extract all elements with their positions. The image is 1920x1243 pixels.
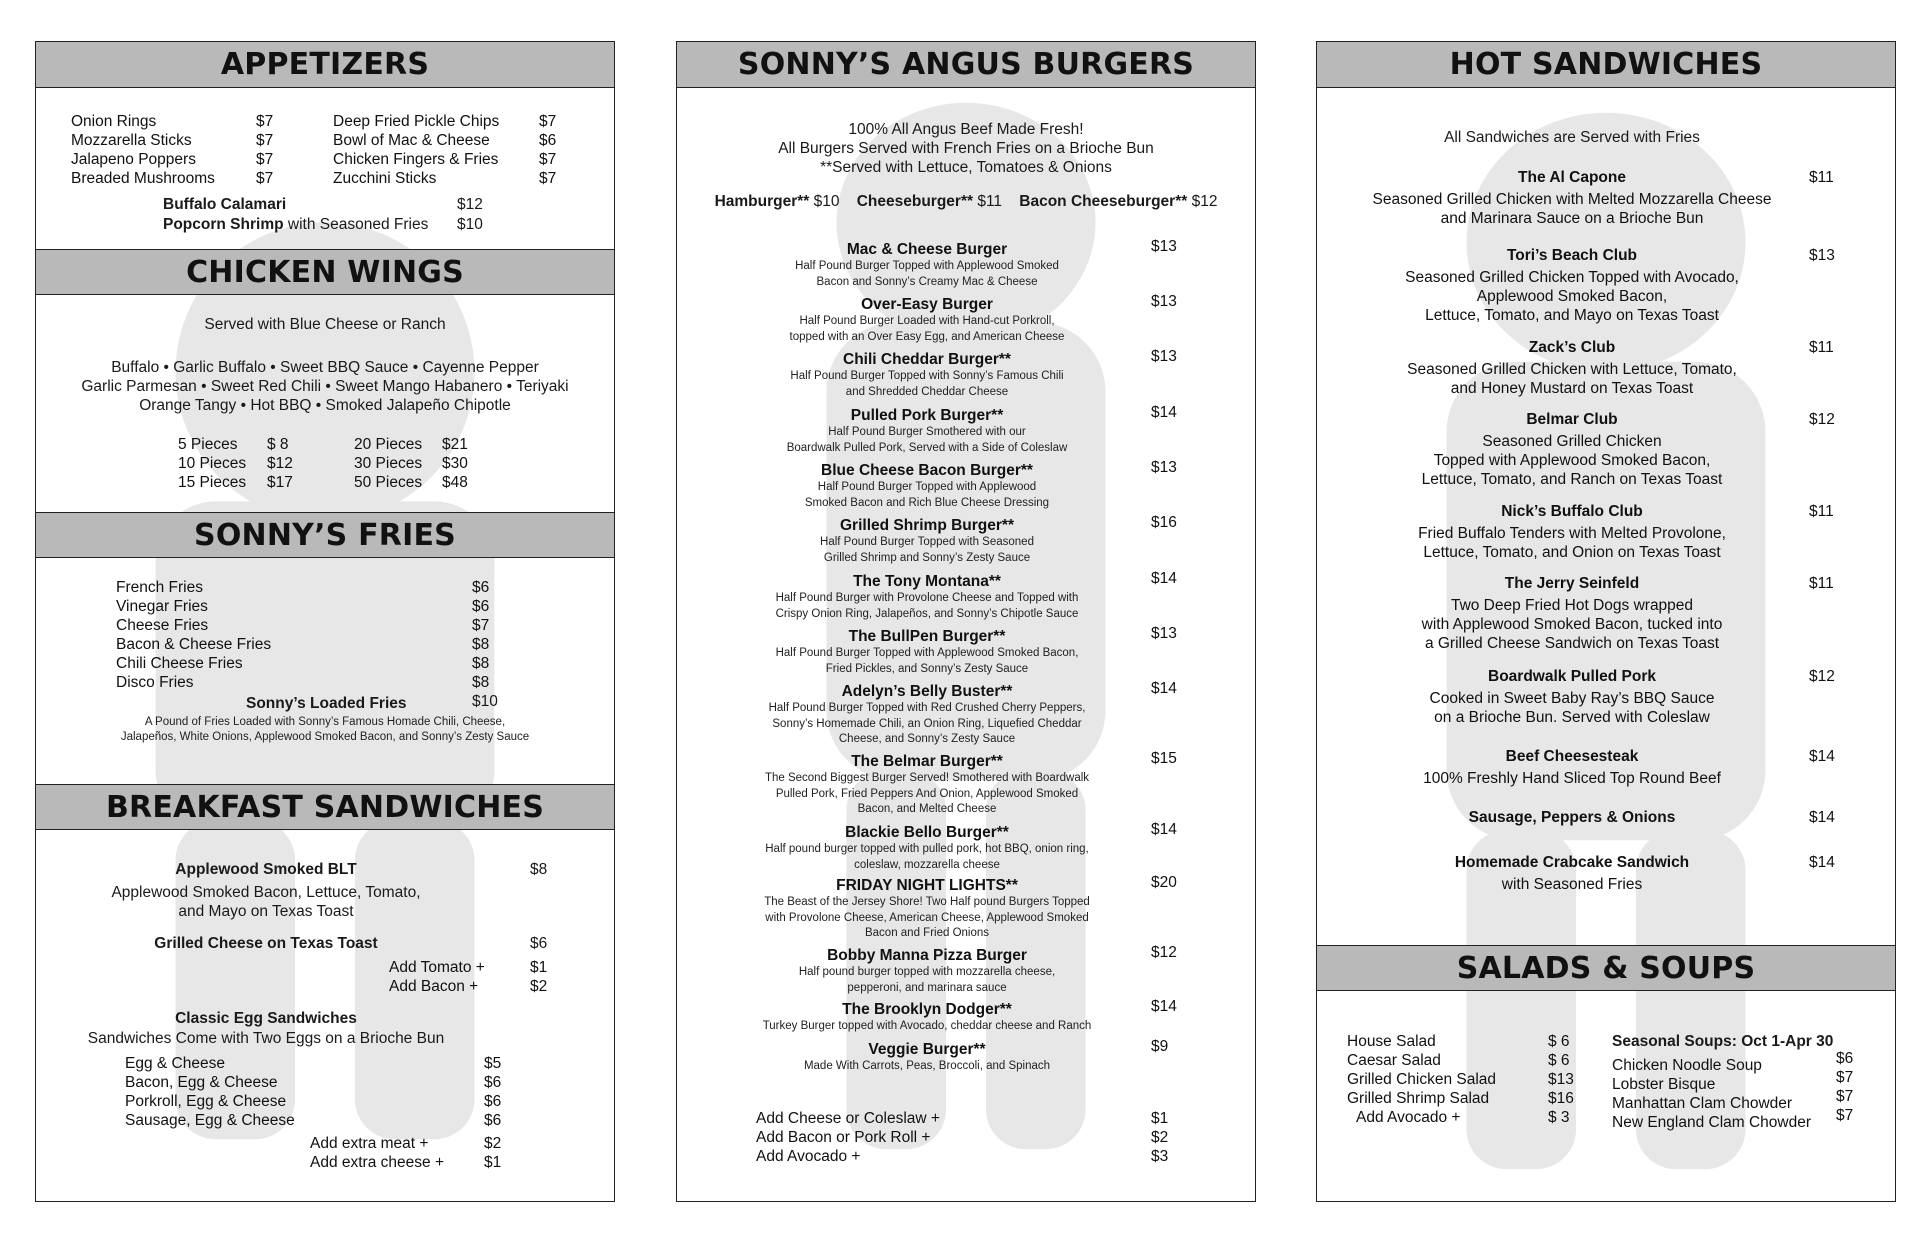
sandwich-name: Nick’s Buffalo Club <box>1501 503 1643 520</box>
menu-item-name: Chicken Fingers & Fries <box>333 151 499 168</box>
sandwich-description: Seasoned Grilled Chicken with Melted Mozzarella Cheese <box>1372 191 1772 208</box>
basic-burger-name: Cheeseburger** <box>856 193 974 210</box>
menu-item-name: Chili Cheese Fries <box>116 655 243 672</box>
sandwich-description: Topped with Applewood Smoked Bacon, <box>1433 452 1711 469</box>
wings-left-prices <box>267 435 293 492</box>
addon-price: $1 <box>530 959 548 976</box>
wings-flavors-line: Garlic Parmesan • Sweet Red Chili • Sweet Mango Habanero • Teriyaki <box>81 378 569 395</box>
menu-item-price: $16 <box>1548 1090 1574 1107</box>
addon-price: $3 <box>1151 1148 1169 1165</box>
wings-right-qty <box>354 435 422 492</box>
menu-item-price: $7 <box>539 113 557 130</box>
burger-price: $9 <box>1151 1038 1169 1055</box>
menu-item-price: $7 <box>1836 1107 1854 1124</box>
addon-price: $1 <box>484 1154 502 1171</box>
menu-item-name: Add Avocado + <box>1356 1109 1461 1126</box>
popcorn-shrimp <box>163 215 428 234</box>
sandwich-description: Cooked in Sweet Baby Ray’s BBQ Sauce <box>1429 690 1715 707</box>
burger-description: Turkey Burger topped with Avocado, cheddar cheese and Ranch <box>762 1020 1092 1032</box>
addon-name: Add Avocado + <box>756 1148 861 1165</box>
sonnys-fries-header: SONNY’S FRIES <box>36 512 614 558</box>
menu-item-price: $13 <box>1548 1071 1574 1088</box>
burger-description: Cheese, and Sonny’s Zesty Sauce <box>838 733 1016 745</box>
menu-item-price: $7 <box>256 113 274 130</box>
blt-price: $8 <box>530 861 548 878</box>
hot-sandwich-item <box>1337 168 1807 228</box>
sandwich-description: Fried Buffalo Tenders with Melted Provolone, <box>1418 525 1726 542</box>
burger-item <box>717 572 1137 622</box>
burger-item <box>717 946 1137 996</box>
burger-description: Half Pound Burger Topped with Applewood Smoked <box>795 260 1059 272</box>
salad-names <box>1347 1032 1496 1127</box>
sandwich-description: Seasoned Grilled Chicken Topped with Avocado, <box>1405 269 1739 286</box>
burger-description: Fried Pickles, and Sonny’s Zesty Sauce <box>825 662 1029 675</box>
sandwich-price: $14 <box>1809 748 1835 765</box>
hot-sandwiches-header: HOT SANDWICHES <box>1317 42 1895 88</box>
burger-price: $13 <box>1151 348 1177 365</box>
sandwich-description: Applewood Smoked Bacon, <box>1476 288 1668 305</box>
popcorn-shrimp-name: Popcorn Shrimp <box>163 216 284 233</box>
menu-item-price: $6 <box>472 579 490 596</box>
burger-description: with Provolone Cheese, American Cheese, Applewood Smoked <box>765 911 1089 924</box>
burger-name: Bobby Manna Pizza Burger <box>827 947 1027 964</box>
blt-name: Applewood Smoked BLT <box>175 861 357 878</box>
burger-price: $14 <box>1151 821 1177 838</box>
fries-names <box>116 578 271 692</box>
menu-item-name: Sausage, Egg & Cheese <box>125 1112 295 1129</box>
hot-sandwich-item <box>1337 747 1807 788</box>
menu-item-price: $6 <box>1836 1050 1854 1067</box>
burger-description: Sonny’s Homemade Chili, an Onion Ring, Liquefied Cheddar <box>772 717 1082 730</box>
burger-item <box>717 627 1137 677</box>
menu-item-price: $8 <box>472 636 490 653</box>
burger-addon-names <box>756 1109 940 1166</box>
egg-sandwiches-name: Classic Egg Sandwiches <box>175 1010 357 1027</box>
burger-description: pepperoni, and marinara sauce <box>847 981 1007 994</box>
burger-description: Crispy Onion Ring, Jalapeños, and Sonny’s Chipotle Sauce <box>775 607 1079 620</box>
appetizers-header: APPETIZERS <box>36 42 614 88</box>
egg-item-names <box>125 1054 295 1130</box>
menu-item-price: $6 <box>472 598 490 615</box>
burger-name: The Brooklyn Dodger** <box>842 1001 1012 1018</box>
sandwich-price: $11 <box>1809 169 1834 186</box>
burger-description: Made With Carrots, Peas, Broccoli, and Spinach <box>803 1060 1051 1072</box>
burger-description: Half Pound Burger with Provolone Cheese and Topped with <box>775 592 1079 604</box>
burger-price: $14 <box>1151 680 1177 697</box>
wing-qty: 20 Pieces <box>354 436 423 453</box>
burger-item <box>717 350 1137 400</box>
burger-name: Chili Cheddar Burger** <box>843 351 1011 368</box>
burger-item <box>717 406 1137 456</box>
addon-price: $1 <box>1151 1110 1169 1127</box>
loaded-fries-price: $10 <box>472 693 498 710</box>
soup-names <box>1612 1056 1811 1132</box>
burger-name: The Tony Montana** <box>853 573 1001 590</box>
menu-item-price: $7 <box>256 132 274 149</box>
salad-prices <box>1548 1032 1574 1127</box>
menu-item-name: Breaded Mushrooms <box>71 170 215 187</box>
salads-soups-header: SALADS & SOUPS <box>1317 945 1895 991</box>
burger-price: $16 <box>1151 514 1177 531</box>
menu-item-name: Cheese Fries <box>116 617 209 634</box>
sonnys-fries-section <box>36 512 614 784</box>
calamari-price: $12 <box>457 196 483 213</box>
sandwich-description: and Marinara Sauce on a Brioche Bun <box>1440 210 1704 227</box>
burger-description: Bacon and Sonny’s Creamy Mac & Cheese <box>816 275 1038 288</box>
hot-sandwich-item <box>1337 853 1807 894</box>
addon-name: Add extra cheese + <box>310 1154 444 1171</box>
burger-price: $12 <box>1151 944 1177 961</box>
burger-price: $13 <box>1151 459 1177 476</box>
burger-description: Bacon and Fried Onions <box>864 927 990 939</box>
sandwich-price: $13 <box>1809 247 1835 264</box>
sandwich-name: Zack’s Club <box>1528 339 1616 356</box>
basic-burger-price: $10 <box>809 193 840 210</box>
sandwich-description: a Grilled Cheese Sandwich on Texas Toast <box>1424 635 1720 652</box>
wing-qty: 10 Pieces <box>178 455 247 472</box>
popcorn-shrimp-suffix: with Seasoned Fries <box>283 216 429 233</box>
burgers-basics <box>677 192 1255 211</box>
addon-name: Add Bacon + <box>389 978 479 995</box>
sandwich-name: Homemade Crabcake Sandwich <box>1454 854 1690 871</box>
soup-prices <box>1836 1049 1853 1125</box>
salads-soups-section <box>1317 945 1895 1202</box>
hot-sandwiches-section <box>1317 42 1895 946</box>
burger-description: Boardwalk Pulled Pork, Served with a Side of Coleslaw <box>786 441 1068 454</box>
basic-burger-price: $11 <box>973 193 1003 210</box>
burger-description: Half Pound Burger Topped with Sonny’s Famous Chili <box>790 370 1064 382</box>
popcorn-shrimp-price: $10 <box>457 216 483 233</box>
sandwich-name: Tori’s Beach Club <box>1506 247 1638 264</box>
burger-name: The BullPen Burger** <box>848 628 1006 645</box>
menu-item-name: Disco Fries <box>116 674 194 691</box>
burger-item <box>717 682 1137 748</box>
hot-sandwich-item <box>1337 246 1807 325</box>
burger-item <box>717 1000 1137 1035</box>
burger-price: $13 <box>1151 238 1177 255</box>
menu-item-name: House Salad <box>1347 1033 1436 1050</box>
burger-item <box>717 752 1137 818</box>
addon-price: $2 <box>530 978 548 995</box>
burger-description: topped with an Over Easy Egg, and American Cheese <box>789 330 1065 343</box>
sandwich-description: Lettuce, Tomato, and Mayo on Texas Toast <box>1425 307 1719 324</box>
burger-description: The Second Biggest Burger Served! Smothered with Boardwalk <box>764 772 1090 784</box>
egg-item-prices <box>484 1054 501 1130</box>
burger-item <box>717 516 1137 566</box>
burger-item <box>717 461 1137 511</box>
wing-qty: 50 Pieces <box>354 474 423 491</box>
wings-left-qty <box>178 435 246 492</box>
appetizers-section <box>36 42 614 249</box>
menu-item-name: Bacon & Cheese Fries <box>116 636 272 653</box>
sandwich-price: $14 <box>1809 854 1835 871</box>
sandwich-description: and Honey Mustard on Texas Toast <box>1450 380 1694 397</box>
burger-item <box>717 1040 1137 1075</box>
menu-item-price: $7 <box>256 151 274 168</box>
sandwich-price: $12 <box>1809 411 1835 428</box>
burger-description: Half pound burger topped with pulled pork, hot BBQ, onion ring, <box>765 843 1089 855</box>
menu-item-name: Chicken Noodle Soup <box>1612 1057 1762 1074</box>
menu-item-price: $7 <box>1836 1069 1854 1086</box>
wing-qty: 30 Pieces <box>354 455 423 472</box>
sandwich-name: Sausage, Peppers & Onions <box>1468 809 1676 826</box>
burger-item <box>717 876 1137 942</box>
burger-name: Grilled Shrimp Burger** <box>840 517 1014 534</box>
menu-item-name: Porkroll, Egg & Cheese <box>125 1093 287 1110</box>
burger-description: Grilled Shrimp and Sonny’s Zesty Sauce <box>823 551 1031 564</box>
burger-description: Half pound burger topped with mozzarella cheese, <box>798 966 1056 978</box>
burgers-intro: **Served with Lettuce, Tomatoes & Onions <box>820 159 1112 176</box>
wing-price: $12 <box>267 455 293 472</box>
menu-item-name: Bowl of Mac & Cheese <box>333 132 490 149</box>
menu-item-name: Bacon, Egg & Cheese <box>125 1074 278 1091</box>
sandwich-description: with Applewood Smoked Bacon, tucked into <box>1421 616 1723 633</box>
burger-addon-prices <box>1151 1109 1168 1166</box>
loaded-fries-desc: A Pound of Fries Loaded with Sonny’s Famous Homade Chili, Cheese, <box>144 716 506 728</box>
wing-price: $17 <box>267 474 293 491</box>
wing-price: $21 <box>442 436 468 453</box>
sandwich-name: The Al Capone <box>1518 169 1626 186</box>
hot-sandwich-item <box>1337 574 1807 653</box>
burger-price: $14 <box>1151 570 1177 587</box>
menu-item-name: Mozzarella Sticks <box>71 132 192 149</box>
burger-name: Blue Cheese Bacon Burger** <box>821 462 1033 479</box>
blt-desc: Applewood Smoked Bacon, Lettuce, Tomato, <box>111 884 421 901</box>
sandwich-description: Two Deep Fried Hot Dogs wrapped <box>1450 597 1694 614</box>
sandwich-price: $11 <box>1809 339 1834 356</box>
hot-sandwich-item <box>1337 502 1807 562</box>
burger-description: Bacon, and Melted Cheese <box>857 803 997 815</box>
menu-item-name: Egg & Cheese <box>125 1055 225 1072</box>
sandwich-description: Seasoned Grilled Chicken with Lettuce, Tomato, <box>1407 361 1737 378</box>
appetizers-left-names <box>71 112 215 188</box>
addon-price: $2 <box>484 1135 502 1152</box>
addon-name: Add Tomato + <box>389 959 485 976</box>
wings-subtitle: Served with Blue Cheese or Ranch <box>204 316 446 333</box>
sandwich-description: 100% Freshly Hand Sliced Top Round Beef <box>1423 770 1721 787</box>
sandwich-name: The Jerry Seinfeld <box>1504 575 1640 592</box>
hot-sandwich-item <box>1337 338 1807 398</box>
hot-sandwich-item <box>1337 667 1807 727</box>
menu-item-price: $6 <box>539 132 557 149</box>
sandwich-name: Belmar Club <box>1526 411 1618 428</box>
wings-flavors-line: Buffalo • Garlic Buffalo • Sweet BBQ Sauce • Cayenne Pepper <box>111 359 539 376</box>
egg-sandwiches-desc: Sandwiches Come with Two Eggs on a Brioche Bun <box>87 1030 445 1047</box>
burgers-intro: 100% All Angus Beef Made Fresh! <box>848 121 1084 138</box>
menu-item-price: $ 3 <box>1548 1109 1570 1126</box>
menu-item-name: Onion Rings <box>71 113 157 130</box>
appetizers-right-prices <box>539 112 556 188</box>
burger-description: and Shredded Cheddar Cheese <box>845 385 1009 398</box>
burger-description: Half Pound Burger Smothered with our <box>828 426 1026 438</box>
grilled-addon-prices <box>530 958 547 996</box>
sandwich-price: $11 <box>1809 575 1834 592</box>
wing-price: $48 <box>442 474 468 491</box>
burger-item <box>717 823 1137 873</box>
menu-item-name: French Fries <box>116 579 203 596</box>
sandwich-description: with Seasoned Fries <box>1501 876 1643 893</box>
burger-price: $14 <box>1151 404 1177 421</box>
angus-burgers-section <box>677 42 1255 1202</box>
menu-panel-right <box>1316 41 1896 1202</box>
menu-item-price: $5 <box>484 1055 502 1072</box>
burger-name: Pulled Pork Burger** <box>850 407 1004 424</box>
burger-name: The Belmar Burger** <box>851 753 1003 770</box>
burger-name: Over-Easy Burger <box>861 296 993 313</box>
menu-item-price: $6 <box>484 1074 502 1091</box>
menu-item-name: Deep Fried Pickle Chips <box>333 113 500 130</box>
menu-item-name: Grilled Chicken Salad <box>1347 1071 1497 1088</box>
menu-item-price: $7 <box>472 617 490 634</box>
menu-item-price: $8 <box>472 655 490 672</box>
burger-price: $14 <box>1151 998 1177 1015</box>
wings-right-prices <box>442 435 468 492</box>
egg-addon-names <box>310 1134 444 1172</box>
breakfast-sandwiches-section <box>36 784 614 1202</box>
loaded-fries-name: Sonny’s Loaded Fries <box>246 695 407 712</box>
burger-description: Half Pound Burger Loaded with Hand-cut Porkroll, <box>799 315 1055 327</box>
menu-item-name: Grilled Shrimp Salad <box>1347 1090 1490 1107</box>
sandwich-name: Beef Cheesesteak <box>1505 748 1639 765</box>
menu-item-price: $7 <box>1836 1088 1854 1105</box>
chicken-wings-section <box>36 249 614 519</box>
sandwich-price: $14 <box>1809 809 1835 826</box>
grilled-cheese-price: $6 <box>530 935 548 952</box>
burger-name: Mac & Cheese Burger <box>846 241 1008 258</box>
menu-item-price: $6 <box>484 1112 502 1129</box>
burger-name: Blackie Bello Burger** <box>845 824 1009 841</box>
seasonal-soups-title: Seasonal Soups: Oct 1-Apr 30 <box>1612 1033 1834 1050</box>
blt-desc: and Mayo on Texas Toast <box>178 903 354 920</box>
sandwich-description: on a Brioche Bun. Served with Coleslaw <box>1434 709 1710 726</box>
burger-description: Half Pound Burger Topped with Applewood Smoked Bacon, <box>775 647 1079 659</box>
hot-sandwich-item <box>1337 808 1807 830</box>
burger-name: Veggie Burger** <box>868 1041 986 1058</box>
menu-item-name: Zucchini Sticks <box>333 170 437 187</box>
menu-item-name: Manhattan Clam Chowder <box>1612 1095 1793 1112</box>
fries-prices <box>472 578 489 692</box>
menu-item-name: Lobster Bisque <box>1612 1076 1716 1093</box>
menu-item-price: $ 6 <box>1548 1052 1570 1069</box>
chicken-wings-header: CHICKEN WINGS <box>36 249 614 295</box>
menu-panel-left <box>35 41 615 1202</box>
sandwich-price: $11 <box>1809 503 1834 520</box>
menu-item-price: $6 <box>484 1093 502 1110</box>
menu-item-price: $7 <box>539 170 557 187</box>
loaded-fries-desc: Jalapeños, White Onions, Applewood Smoked Bacon, and Sonny’s Zesty Sauce <box>120 731 530 743</box>
basic-burger-price: $12 <box>1187 193 1218 210</box>
burger-description: Smoked Bacon and Rich Blue Cheese Dressing <box>804 496 1050 509</box>
burger-price: $15 <box>1151 750 1177 767</box>
wing-price: $30 <box>442 455 468 472</box>
burger-description: Pulled Pork, Fried Peppers And Onion, Applewood Smoked <box>775 787 1079 800</box>
menu-item-price: $7 <box>256 170 274 187</box>
sandwich-description: Seasoned Grilled Chicken <box>1482 433 1662 450</box>
menu-item-name: Vinegar Fries <box>116 598 208 615</box>
burger-price: $13 <box>1151 293 1177 310</box>
burger-description: Half Pound Burger Topped with Seasoned <box>820 536 1034 548</box>
appetizers-left-prices <box>256 112 273 188</box>
addon-price: $2 <box>1151 1129 1169 1146</box>
hot-sandwiches-subtitle: All Sandwiches are Served with Fries <box>1444 129 1700 146</box>
appetizers-right-names <box>333 112 499 188</box>
hot-sandwich-item <box>1337 410 1807 489</box>
burger-price: $13 <box>1151 625 1177 642</box>
addon-name: Add Cheese or Coleslaw + <box>756 1110 940 1127</box>
menu-item-price: $8 <box>472 674 490 691</box>
burger-description: Half Pound Burger Topped with Red Crushed Cherry Peppers, <box>768 702 1086 714</box>
menu-item-name: New England Clam Chowder <box>1612 1114 1812 1131</box>
sandwich-name: Boardwalk Pulled Pork <box>1488 668 1656 685</box>
wing-qty: 15 Pieces <box>178 474 247 491</box>
sandwich-price: $12 <box>1809 668 1835 685</box>
grilled-cheese-name: Grilled Cheese on Texas Toast <box>154 935 378 952</box>
breakfast-header: BREAKFAST SANDWICHES <box>36 784 614 830</box>
menu-item-price: $ 6 <box>1548 1033 1570 1050</box>
wing-qty: 5 Pieces <box>178 436 238 453</box>
wing-price: $ 8 <box>267 436 289 453</box>
burger-item <box>717 240 1137 290</box>
calamari-name: Buffalo Calamari <box>163 196 287 213</box>
burgers-header: SONNY’S ANGUS BURGERS <box>677 42 1255 88</box>
burger-description: Half Pound Burger Topped with Applewood <box>817 481 1037 493</box>
sandwich-description: Lettuce, Tomato, and Onion on Texas Toast <box>1423 544 1721 561</box>
wings-flavors-line: Orange Tangy • Hot BBQ • Smoked Jalapeño Chipotle <box>139 397 511 414</box>
addon-name: Add Bacon or Pork Roll + <box>756 1129 931 1146</box>
burger-price: $20 <box>1151 874 1177 891</box>
menu-panel-center <box>676 41 1256 1202</box>
sandwich-description: Lettuce, Tomato, and Ranch on Texas Toast <box>1421 471 1723 488</box>
menu-item-name: Caesar Salad <box>1347 1052 1441 1069</box>
addon-name: Add extra meat + <box>310 1135 429 1152</box>
burger-description: The Beast of the Jersey Shore! Two Half pound Burgers Topped <box>764 896 1090 908</box>
burgers-intro: All Burgers Served with French Fries on a Brioche Bun <box>778 140 1154 157</box>
burger-name: FRIDAY NIGHT LIGHTS** <box>836 877 1018 894</box>
burger-description: coleslaw, mozzarella cheese <box>854 858 1000 871</box>
burger-item <box>717 295 1137 345</box>
menu-item-price: $7 <box>539 151 557 168</box>
menu-item-name: Jalapeno Poppers <box>71 151 196 168</box>
burger-name: Adelyn’s Belly Buster** <box>841 683 1013 700</box>
grilled-addon-names <box>389 958 485 996</box>
basic-burger-name: Hamburger** <box>714 193 810 210</box>
basic-burger-name: Bacon Cheeseburger** <box>1019 193 1188 210</box>
egg-addon-prices <box>484 1134 501 1172</box>
